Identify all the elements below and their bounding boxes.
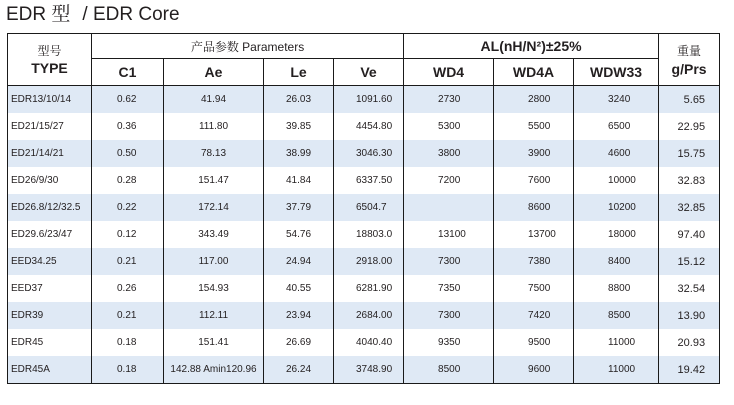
cell-c1: 0.12	[92, 221, 164, 248]
cell-c1: 0.21	[92, 248, 164, 275]
cell-le: 26.24	[264, 356, 334, 384]
type-header-en: TYPE	[31, 59, 68, 76]
cell-wd4a: 7500	[494, 275, 574, 302]
cell-wd4a: 13700	[494, 221, 574, 248]
page-title	[6, 3, 180, 27]
cell-wdw33: 8400	[574, 248, 659, 275]
cell-type: EED34.25	[8, 248, 92, 275]
cell-ae: 78.13	[164, 140, 264, 167]
cell-le: 41.84	[264, 167, 334, 194]
cell-ae: 151.41	[164, 329, 264, 356]
table-row	[8, 248, 720, 275]
col-header-wd4a: WD4A	[494, 59, 574, 86]
cell-ae: 154.93	[164, 275, 264, 302]
table-row	[8, 356, 720, 384]
cell-ve: 6337.50	[334, 167, 404, 194]
cell-type: ED21/15/27	[8, 113, 92, 140]
cell-c1: 0.36	[92, 113, 164, 140]
cell-ae: 111.80	[164, 113, 264, 140]
cell-type: EDR45	[8, 329, 92, 356]
cell-c1: 0.18	[92, 356, 164, 384]
cell-ae: 172.14	[164, 194, 264, 221]
col-header-le: Le	[264, 59, 334, 86]
table-row	[8, 329, 720, 356]
cell-type: ED21/14/21	[8, 140, 92, 167]
table-row	[8, 140, 720, 167]
weight-header-cn: 重量	[677, 43, 702, 58]
cell-c1: 0.26	[92, 275, 164, 302]
cell-weight: 22.95	[659, 113, 720, 140]
cell-weight: 97.40	[659, 221, 720, 248]
cell-ve: 3046.30	[334, 140, 404, 167]
cell-type: EED37	[8, 275, 92, 302]
table-row	[8, 221, 720, 248]
cell-ae: 142.88 Amin120.96	[164, 356, 264, 384]
title-cn: EDR 型	[6, 4, 71, 25]
cell-le: 23.94	[264, 302, 334, 329]
al-group-header: AL(nH/N²)±25%	[404, 34, 659, 59]
cell-ve: 18803.0	[334, 221, 404, 248]
col-header-wd4: WD4	[404, 59, 494, 86]
cell-wdw33: 10200	[574, 194, 659, 221]
cell-ve: 3748.90	[334, 356, 404, 384]
cell-wdw33: 6500	[574, 113, 659, 140]
cell-type: ED26/9/30	[8, 167, 92, 194]
cell-le: 24.94	[264, 248, 334, 275]
cell-wd4: 8500	[404, 356, 494, 384]
cell-wd4a: 9500	[494, 329, 574, 356]
cell-ve: 4454.80	[334, 113, 404, 140]
cell-wd4	[404, 194, 494, 221]
col-header-wdw33: WDW33	[574, 59, 659, 86]
cell-wd4: 2730	[404, 86, 494, 114]
cell-wdw33: 8500	[574, 302, 659, 329]
cell-weight: 13.90	[659, 302, 720, 329]
cell-weight: 19.42	[659, 356, 720, 384]
cell-c1: 0.22	[92, 194, 164, 221]
cell-wdw33: 4600	[574, 140, 659, 167]
cell-weight: 5.65	[659, 86, 720, 114]
cell-wd4: 7200	[404, 167, 494, 194]
cell-wd4: 3800	[404, 140, 494, 167]
col-header-c1: C1	[92, 59, 164, 86]
edr-core-table	[7, 33, 720, 384]
weight-header	[659, 34, 720, 86]
cell-ve: 2918.00	[334, 248, 404, 275]
cell-ae: 151.47	[164, 167, 264, 194]
cell-wd4: 5300	[404, 113, 494, 140]
cell-wd4a: 3900	[494, 140, 574, 167]
cell-c1: 0.50	[92, 140, 164, 167]
cell-wd4: 7350	[404, 275, 494, 302]
cell-wd4a: 9600	[494, 356, 574, 384]
table-body	[8, 86, 720, 384]
col-header-ae: Ae	[164, 59, 264, 86]
type-header-cn: 型号	[37, 43, 62, 58]
cell-wd4a: 7600	[494, 167, 574, 194]
table-row	[8, 275, 720, 302]
cell-ve: 6281.90	[334, 275, 404, 302]
cell-ve: 4040.40	[334, 329, 404, 356]
cell-wd4a: 7380	[494, 248, 574, 275]
cell-wd4: 7300	[404, 302, 494, 329]
cell-c1: 0.21	[92, 302, 164, 329]
cell-le: 39.85	[264, 113, 334, 140]
cell-wd4a: 5500	[494, 113, 574, 140]
cell-type: EDR45A	[8, 356, 92, 384]
cell-wdw33: 8800	[574, 275, 659, 302]
cell-le: 26.03	[264, 86, 334, 114]
cell-weight: 15.12	[659, 248, 720, 275]
cell-type: ED26.8/12/32.5	[8, 194, 92, 221]
table-row	[8, 86, 720, 114]
cell-wd4: 9350	[404, 329, 494, 356]
cell-weight: 32.83	[659, 167, 720, 194]
cell-type: EDR39	[8, 302, 92, 329]
cell-wd4: 7300	[404, 248, 494, 275]
cell-wdw33: 10000	[574, 167, 659, 194]
cell-ae: 112.11	[164, 302, 264, 329]
cell-ae: 41.94	[164, 86, 264, 114]
cell-le: 38.99	[264, 140, 334, 167]
cell-wd4a: 8600	[494, 194, 574, 221]
cell-ae: 343.49	[164, 221, 264, 248]
cell-le: 26.69	[264, 329, 334, 356]
cell-ve: 2684.00	[334, 302, 404, 329]
cell-le: 40.55	[264, 275, 334, 302]
cell-type: ED29.6/23/47	[8, 221, 92, 248]
title-en: / EDR Core	[82, 4, 180, 25]
cell-wdw33: 11000	[574, 329, 659, 356]
cell-weight: 20.93	[659, 329, 720, 356]
parameters-group-header: 产品参数 Parameters	[92, 34, 404, 59]
cell-ve: 1091.60	[334, 86, 404, 114]
weight-header-unit: g/Prs	[671, 60, 707, 77]
cell-wd4a: 7420	[494, 302, 574, 329]
cell-weight: 15.75	[659, 140, 720, 167]
table-row	[8, 167, 720, 194]
cell-ve: 6504.7	[334, 194, 404, 221]
cell-weight: 32.54	[659, 275, 720, 302]
cell-ae: 117.00	[164, 248, 264, 275]
cell-c1: 0.18	[92, 329, 164, 356]
table-row	[8, 194, 720, 221]
cell-c1: 0.62	[92, 86, 164, 114]
type-header	[8, 34, 92, 86]
cell-type: EDR13/10/14	[8, 86, 92, 114]
cell-wdw33: 3240	[574, 86, 659, 114]
table-row	[8, 302, 720, 329]
cell-wdw33: 18000	[574, 221, 659, 248]
cell-wd4a: 2800	[494, 86, 574, 114]
cell-wd4: 13100	[404, 221, 494, 248]
cell-c1: 0.28	[92, 167, 164, 194]
col-header-ve: Ve	[334, 59, 404, 86]
cell-weight: 32.85	[659, 194, 720, 221]
cell-le: 54.76	[264, 221, 334, 248]
table-row	[8, 113, 720, 140]
cell-wdw33: 11000	[574, 356, 659, 384]
cell-le: 37.79	[264, 194, 334, 221]
